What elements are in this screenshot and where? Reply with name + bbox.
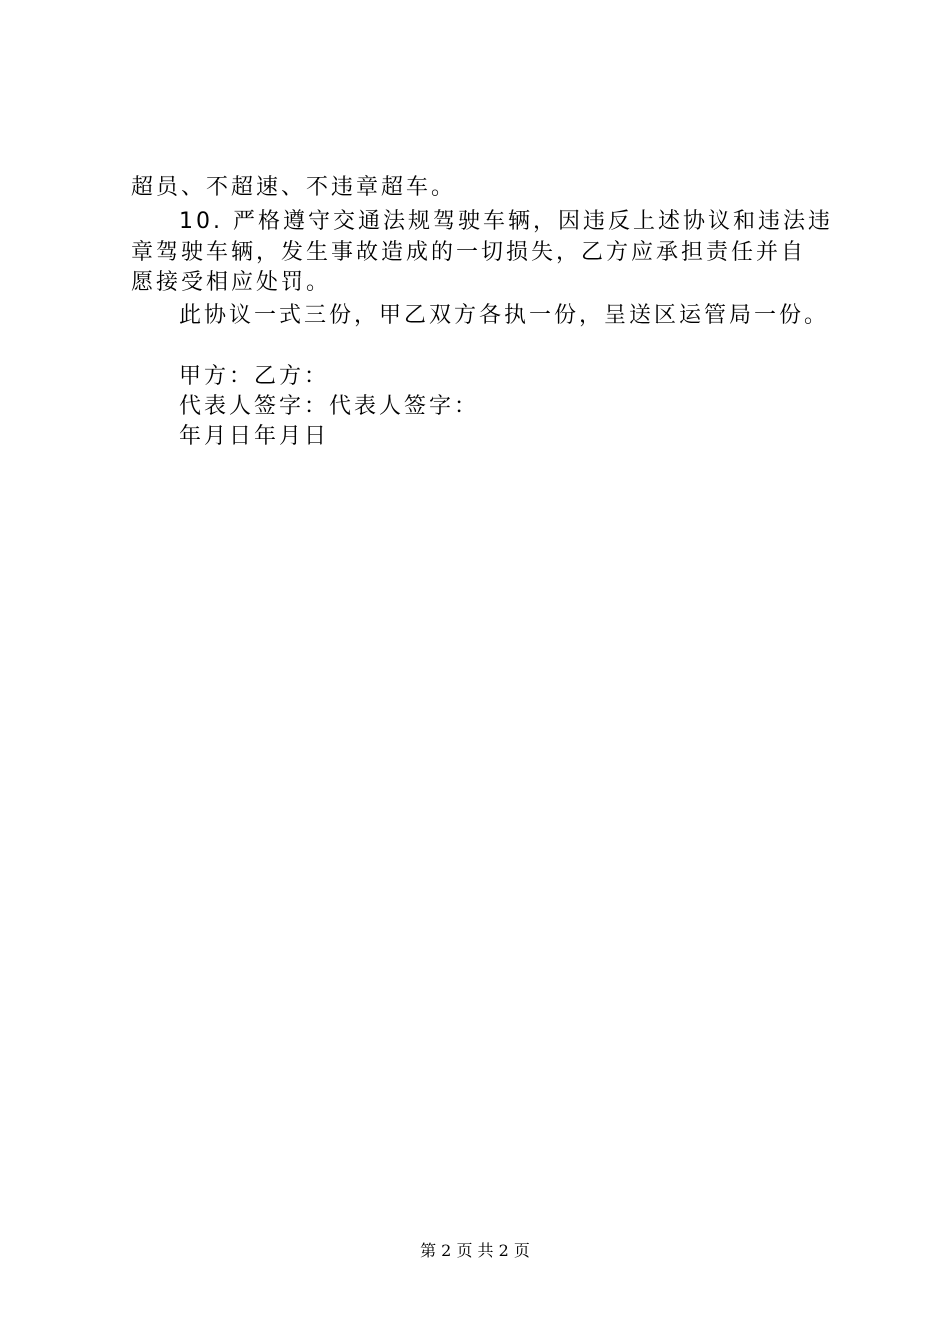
paragraph-line-1: 超员、不超速、不违章超车。 — [131, 175, 457, 200]
paragraph-line-2: 10. 严格遵守交通法规驾驶车辆，因违反上述协议和违法违 — [179, 209, 833, 234]
paragraph-line-4: 愿接受相应处罚。 — [131, 270, 332, 295]
signature-representatives: 代表人签字：代表人签字： — [179, 394, 480, 419]
signature-dates: 年月日年月日 — [179, 424, 330, 449]
paragraph-line-5: 此协议一式三份，甲乙双方各执一份，呈送区运管局一份。 — [179, 303, 830, 328]
paragraph-line-3: 章驾驶车辆，发生事故造成的一切损失，乙方应承担责任并自 — [131, 240, 807, 265]
signature-parties: 甲方：乙方： — [179, 364, 330, 389]
page-number-footer: 第 2 页 共 2 页 — [420, 1241, 530, 1260]
